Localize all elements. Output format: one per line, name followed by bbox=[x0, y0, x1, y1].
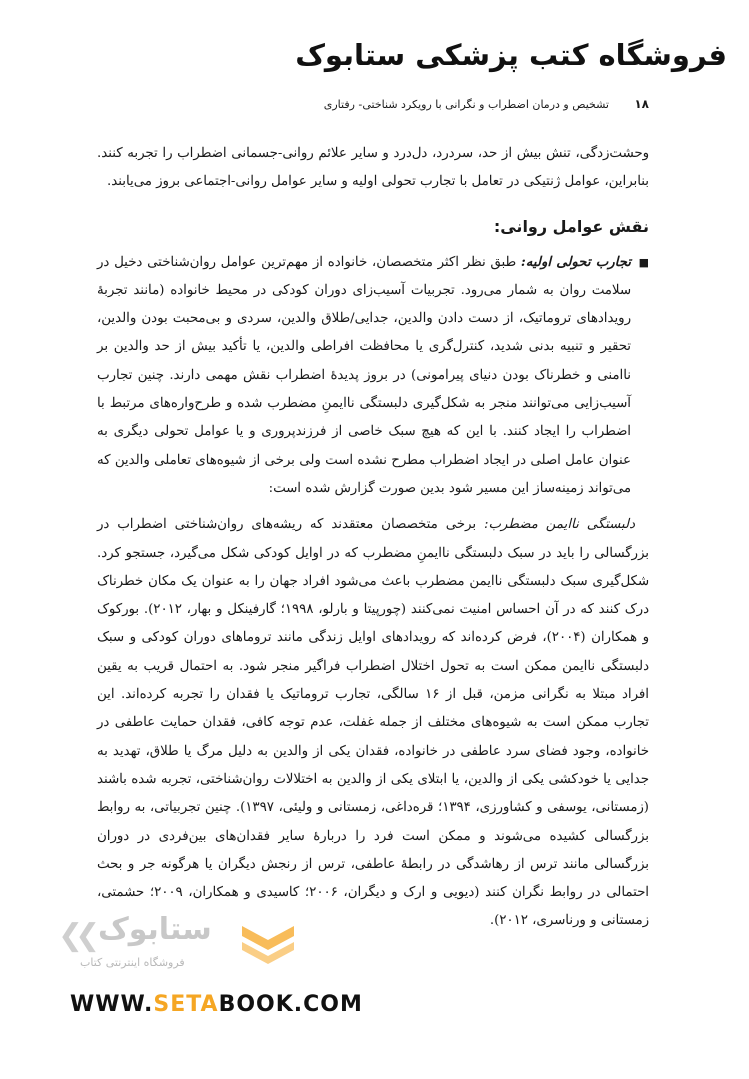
url-accent: SETA bbox=[153, 992, 219, 1017]
intro-paragraph: وحشت‌زدگی، تنش بیش از حد، سردرد، دل‌درد و سایر علائم روانی-جسمانی اضطراب را تجربه کنند. بنابراین، عوامل ژنتیکی در تعامل با تجارب تحولی اولیه و سایر عوامل روانی-اجتماعی بروز می‌یابند. bbox=[97, 146, 649, 190]
attachment-text: برخی متخصصان معتقدند که ریشه‌های روان‌شناختی اضطراب در بزرگسالی را باید در سبک دلبستگی ناایمنِ مضطرب که در اوایل کودکی شکل می‌گیرد، جستجو کرد. شکل‌گیری سبک دلبستگی ناایمن مضطرب باعث می‌شود افراد جهان را به عنوان یک مکان خطرناک درک کنند که در آن احساس امنیت نمی‌کنند (چورپیتا و بارلو، ۱۹۹۸؛ گارفینکل و بهار، ۲۰۱۲). بورکوک و همکاران (۲۰۰۴)، فرض کرده‌اند که رویدادهای اوایل زندگی مانند تروماهای دوران کودکی و سبک دلبستگی ناایمن ممکن است به تحول اختلال اضطراب فراگیر منجر شود. به احتمال قریب به یقین افراد مبتلا به نگرانی مزمن، قبل از ۱۶ سالگی، تجارب تروماتیک یا فقدان را تجربه کرده‌اند. این تجارب ممکن است به شیوه‌های مختلف از جمله غفلت، عدم توجه کافی، فقدان حمایت عاطفی در خانواده، وجود فضای سرد عاطفی در خانواده، فقدان یکی از والدین به دلیل مرگ یا طلاق، تهدید به جدایی یا خودکشی یکی از والدین، یا ابتلای یکی از والدین به اختلالات روان‌شناختی، تجربه شده باشند (زمستانی، یوسفی و کشاورزی، ۱۳۹۴؛ قره‌داغی، زمستانی و ولیئی، ۱۳۹۷). چنین تجربیاتی، به روابط بزرگسالی کشیده می‌شوند و ممکن است فرد را دربارهٔ سایر فقدان‌های بین‌فردی در دوران بزرگسالی مانند ترس از رهاشدگی در رابطهٔ عاطفی، ترس از رنجش دیگران یا هرگونه جر و بحث احتمالی در روابط نگران کنند (دیویی و ارک و دیگران، ۲۰۰۶؛ کاسیدی و همکاران، ۲۰۰۹؛ حشمتی، زمستانی و ورناسری، ۲۰۱۲). bbox=[97, 517, 650, 929]
bullet-lead: تجارب تحولی اولیه: bbox=[520, 254, 631, 270]
bullet-text: طبق نظر اکثر متخصصان، خانواده از مهم‌ترین عوامل روان‌شناختی دخیل در سلامت روان به شمار می‌رود. تجربیات آسیب‌زای دوران کودکی در محیط خانواده (مانند تجربهٔ رویدادهای تروماتیک، از دست دادن والدین، جدایی/طلاق والدین، سردی و بی‌محبت بودن والدین، تحقیر و تنبیه بدنی شدید، کنترل‌گری یا محافظت افراطی والدین، یا تأکید بیش از حد والدین بر ناامنی و خطرناک بودن دنیای پیرامونی) در بروز پدیدهٔ اضطراب نقش مهمی دارند. چنین تجارب آسیب‌زایی می‌توانند منجر به شکل‌گیری دلبستگی ناایمنِ مضطرب شده و طرح‌واره‌های مرتبط با اضطراب را ایجاد کنند. با این که هیچ سبک خاصی از فرزندپروری و یا عوامل تحولی دیگری به عنوان عامل اصلی در ایجاد اضطراب مطرح نشده است ولی برخی از شیوه‌های تعاملی والدین که می‌تواند زمینه‌ساز این مسیر شود بدین صورت گزارش شده است: bbox=[97, 254, 631, 496]
running-head: تشخیص و درمان اضطراب و نگرانی با رویکرد شناختی- رفتاری bbox=[323, 98, 609, 111]
bullet-icon: ■ bbox=[638, 255, 649, 269]
attachment-paragraph bbox=[97, 511, 649, 935]
store-title: فروشگاه کتب پزشکی ستابوک bbox=[295, 38, 727, 72]
page-header bbox=[100, 97, 649, 117]
bullet-paragraph bbox=[97, 249, 649, 504]
chevrons-icon: ❮❮ bbox=[58, 918, 93, 953]
watermark-tagline: فروشگاه اینترنتی کتاب bbox=[80, 956, 185, 969]
footer-url[interactable] bbox=[70, 992, 363, 1017]
url-suffix: BOOK.COM bbox=[218, 992, 363, 1017]
book-logo-icon bbox=[238, 918, 298, 968]
watermark bbox=[58, 912, 308, 982]
url-prefix: WWW. bbox=[70, 992, 154, 1017]
page-number: ۱۸ bbox=[634, 97, 649, 111]
section-heading: نقش عوامل روانی: bbox=[493, 216, 649, 236]
page-body bbox=[97, 140, 649, 936]
watermark-brand: ستابوک bbox=[98, 912, 212, 947]
attachment-lead: دلبستگی ناایمن مضطرب: bbox=[483, 517, 635, 533]
